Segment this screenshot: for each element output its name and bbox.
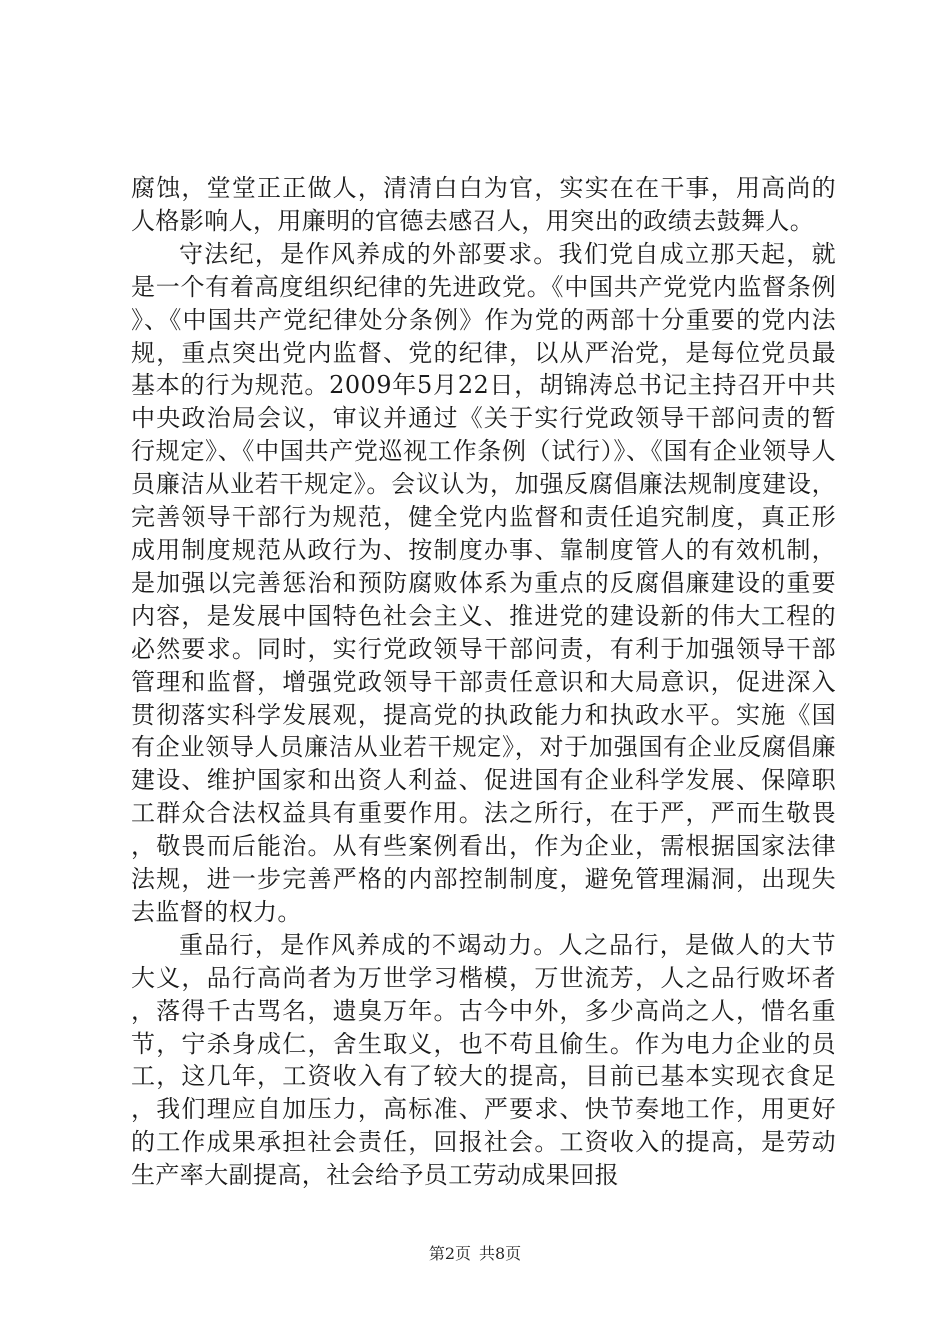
paragraph-1: 腐蚀，堂堂正正做人，清清白白为官，实实在在干事，用高尚的人格影响人，用廉明的官德去感召人，用突出的政绩去鼓舞人。: [131, 174, 836, 235]
page-footer: [0, 1244, 950, 1264]
paragraph-3: 重品行，是作风养成的不竭动力。人之品行，是做人的大节大义，品行高尚者为万世学习楷模，万世流芳，人之品行败坏者，落得千古骂名，遗臭万年。古今中外，多少高尚之人，惜名重节，宁杀身成仁，舍生取义，也不苟且偷生。作为电力企业的员工，这几年，工资收入有了较大的提高，目前已基本实现衣食足，我们理应自加压力，高标准、严要求、快节奏地工作，用更好的工作成果承担社会责任，回报社会。工资收入的提高，是劳动生产率大副提高，社会给予员工劳动成果回报: [131, 930, 836, 1190]
paragraph-2: 守法纪，是作风养成的外部要求。我们党自成立那天起，就是一个有着高度组织纪律的先进政党。《中国共产党党内监督条例》、《中国共产党纪律处分条例》作为党的两部十分重要的党内法规，重点突出党内监督、党的纪律，以从严治党，是每位党员最基本的行为规范。2009年5月22日，胡锦涛总书记主持召开中共中央政治局会议，审议并通过《关于实行党政领导干部问责的暂行规定》、《中国共产党巡视工作条例（试行）》、《国有企业领导人员廉洁从业若干规定》。会议认为，加强反腐倡廉法规制度建设，完善领导干部行为规范，健全党内监督和责任追究制度，真正形成用制度规范从政行为、按制度办事、靠制度管人的有效机制，是加强以完善惩治和预防腐败体系为重点的反腐倡廉建设的重要内容，是发展中国特色社会主义、推进党的建设新的伟大工程的必然要求。同时，实行党政领导干部问责，有利于加强领导干部管理和监督，增强党政领导干部责任意识和大局意识，促进深入贯彻落实科学发展观，提高党的执政能力和执政水平。实施《国有企业领导人员廉洁从业若干规定》，对于加强国有企业反腐倡廉建设、维护国家和出资人利益、促进国有企业科学发展、保障职工群众合法权益具有重要作用。法之所行，在于严，严而生敬畏，敬畏而后能治。从有些案例看出，作为企业，需根据国家法律法规，进一步完善严格的内部控制制度，避免管理漏洞，出现失去监督的权力。: [131, 239, 836, 926]
document-body: [131, 172, 836, 1192]
page-total: 共8页: [479, 1244, 522, 1263]
page-number: 第2页: [428, 1244, 471, 1263]
